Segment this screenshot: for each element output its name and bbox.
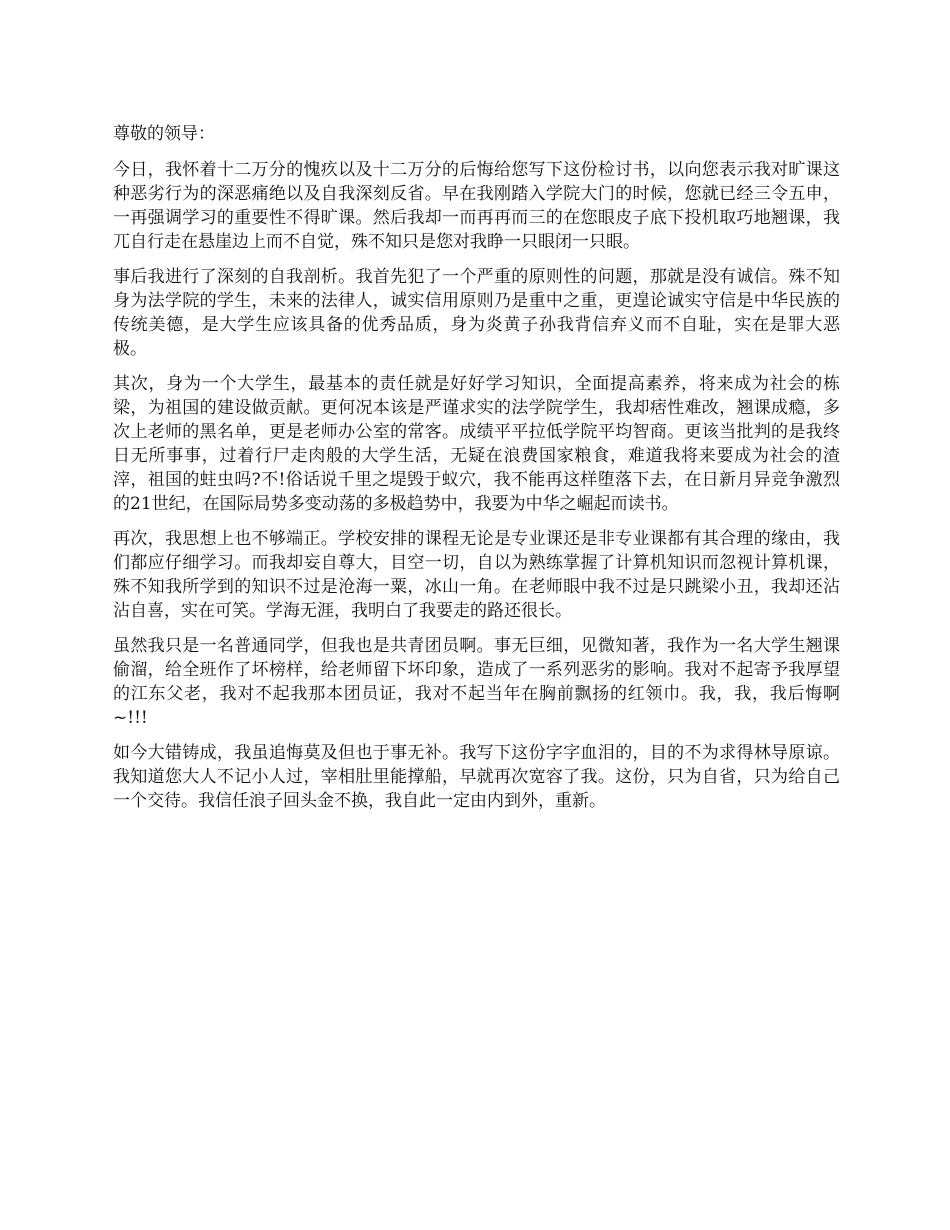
paragraph-5: 虽然我只是一名普通同学，但我也是共青团员啊。事无巨细，见微知著，我作为一名大学生翘课偷溜，给全班作了坏榜样，给老师留下坏印象，造成了一系列恶劣的影响。我对不起寄予我厚望的江东父老，我对不起我那本团员证，我对不起当年在胸前飘扬的红领巾。我，我，我后悔啊~!!!: [113, 636, 840, 728]
paragraph-2: 事后我进行了深刻的自我剖析。我首先犯了一个严重的原则性的问题，那就是没有诚信。殊不知身为法学院的学生，未来的法律人，诚实信用原则乃是重中之重，更遑论诚实守信是中华民族的传统美德，是大学生应该具备的优秀品质，身为炎黄子孙我背信弃义而不自耻，实在是罪大恶极。: [113, 267, 840, 359]
paragraph-4: 再次，我思想上也不够端正。学校安排的课程无论是专业课还是非专业课都有其合理的缘由，我们都应仔细学习。而我却妄自尊大，目空一切，自以为熟练掌握了计算机知识而忽视计算机课，殊不知我所学到的知识不过是沧海一粟，冰山一角。在老师眼中我不过是只跳梁小丑，我却还沾沾自喜，实在可笑。学海无涯，我明白了我要走的路还很长。: [113, 529, 840, 621]
letter-body: [113, 122, 840, 824]
salutation: 尊敬的领导：: [113, 124, 215, 144]
paragraph-3: 其次，身为一个大学生，最基本的责任就是好好学习知识，全面提高素养，将来成为社会的栋梁，为祖国的建设做贡献。更何况本该是严谨求实的法学院学生，我却痞性难改，翘课成瘾，多次上老师的黑名单，更是老师办公室的常客。成绩平平拉低学院平均智商。更该当批判的是我终日无所事事，过着行尸走肉般的大学生活，无疑在浪费国家粮食，难道我将来要成为社会的渣滓，祖国的蛀虫吗?不!俗话说千里之堤毁于蚁穴，我不能再这样堕落下去，在日新月异竞争激烈的21世纪，在国际局势多变动荡的多极趋势中，我要为中华之崛起而读书。: [113, 374, 840, 514]
paragraph-1: 今日，我怀着十二万分的愧疚以及十二万分的后悔给您写下这份检讨书，以向您表示我对旷课这种恶劣行为的深恶痛绝以及自我深刻反省。早在我刚踏入学院大门的时候，您就已经三令五申，一再强调学习的重要性不得旷课。然后我却一而再再而三的在您眼皮子底下投机取巧地翘课，我兀自行走在悬崖边上而不自觉，殊不知只是您对我睁一只眼闭一只眼。: [113, 160, 840, 252]
paragraph-6: 如今大错铸成，我虽追悔莫及但也于事无补。我写下这份字字血泪的，目的不为求得林导原谅。我知道您大人不记小人过，宰相肚里能撑船，早就再次宽容了我。这份，只为自省，只为给自己一个交待。我信任浪子回头金不换，我自此一定由内到外，重新。: [113, 743, 840, 811]
